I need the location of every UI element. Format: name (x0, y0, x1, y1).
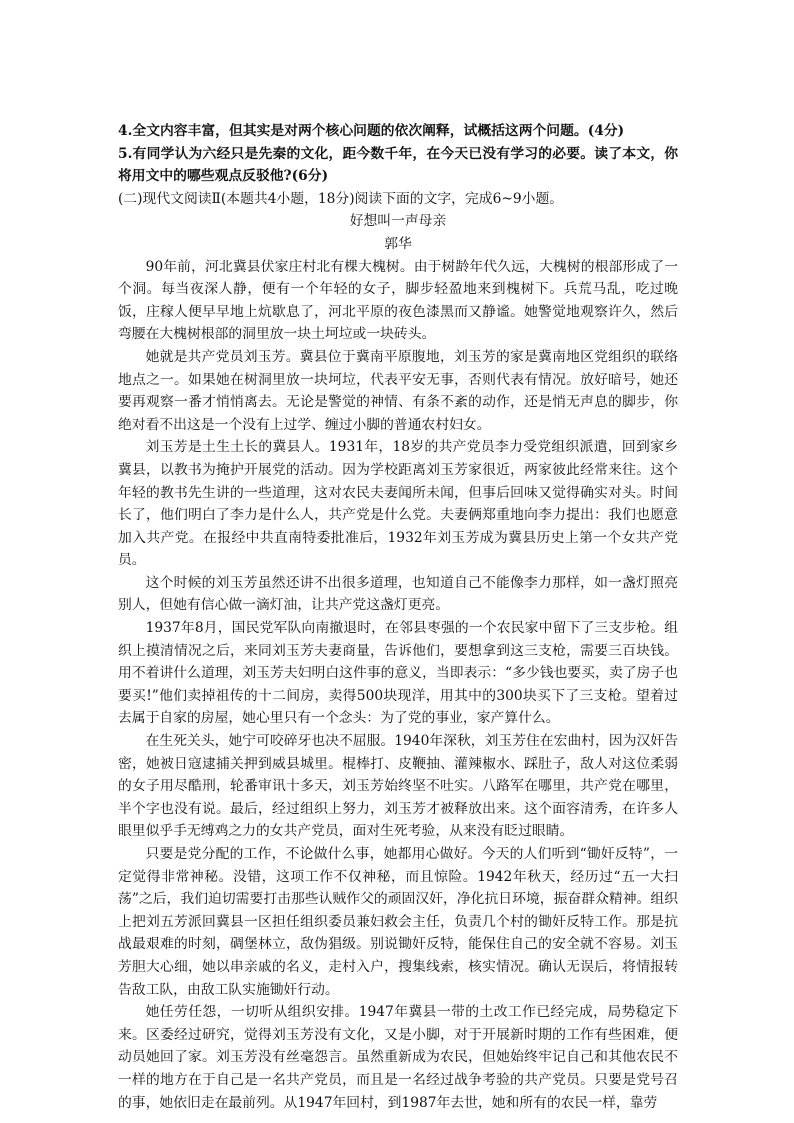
article-author: 郭华 (384, 235, 412, 252)
question-5: 5.有同学认为六经只是先秦的文化，距今数千年，在今天已没有学习的必要。读了本文，你将用文中的哪些观点反驳他?(6分) (118, 145, 678, 185)
article-title: 好想叫一声母亲 (349, 213, 447, 230)
question-4: 4.全文内容丰富，但其实是对两个核心问题的依次阐释，试概括这两个问题。(4分) (118, 123, 625, 139)
paragraph-6: 在生死关头，她宁可咬碎牙也决不屈服。1940年深秋，刘玉芳住在宏曲村，因为汉奸告密，她被日寇逮捕关押到威县城里。棍棒打、皮鞭抽、灌辣椒水、踩肚子，敌人对这位柔弱的女子用尽酷刑，轮番审讯十多天，刘玉芳始终坚不吐实。八路军在哪里，共产党在哪里，半个字也没有说。最后，经过组织上努力，刘玉芳才被释放出来。这个面容清秀，在许多人眼里似乎手无缚鸡之力的女共产党员，面对生死考验，从来没有眨过眼睛。 (118, 733, 678, 840)
paragraph-2: 她就是共产党员刘玉芳。冀县位于冀南平原腹地，刘玉芳的家是冀南地区党组织的联络地点之一。如果她在树洞里放一块坷垃，代表平安无事，否则代表有情况。放好暗号，她还要再观察一番才悄悄离去。无论是警觉的神情、有条不紊的动作，还是悄无声息的脚步，你绝对看不出这是一个没有上过学、缠过小脚的普通农村妇女。 (118, 348, 678, 433)
paragraph-3: 刘玉芳是土生土长的冀县人。1931年，18岁的共产党员李力受党组织派遣，回到家乡冀县，以教书为掩护开展党的活动。因为学校距离刘玉芳家很近，两家彼此经常来往。这个年轻的教书先生讲的一些道理，这对农民夫妻闻所未闻，但事后回味又觉得确实对头。时间长了，他们明白了李力是什么人，共产党是什么党。夫妻俩郑重地向李力提出：我们也愿意加入共产党。在报经中共直南特委批准后，1932年刘玉芳成为冀县历史上第一个女共产党员。 (118, 439, 678, 569)
paragraph-4: 这个时候的刘玉芳虽然还讲不出很多道理，也知道自己不能像李力那样，如一盏灯照亮别人，但她有信心做一滴灯油，让共产党这盏灯更亮。 (118, 574, 678, 614)
document-page (118, 120, 678, 1114)
paragraph-8: 她任劳任怨，一切听从组织安排。1947年冀县一带的土改工作已经完成，局势稳定下来。区委经过研究，觉得刘玉芳没有文化，又是小脚，对于开展新时期的工作有些困难，便动员她回了家。刘玉芳没有丝毫怨言。虽然重新成为农民，但她始终牢记自己和其他农民不一样的地方在于自己是一名共产党员，而且是一名经过战争考验的共产党员。只要是党号召的事，她依旧走在最前列。从1947年回村，到1987年去世，她和所有的农民一样，靠劳 (118, 1004, 678, 1111)
paragraph-7: 只要是党分配的工作，不论做什么事，她都用心做好。今天的人们听到“锄奸反特”，一定觉得非常神秘。没错，这项工作不仅神秘，而且惊险。1942年秋天，经历过“五一大扫荡”之后，我们迫切需要打击那些认贼作父的顽固汉奸，净化抗日环境，振奋群众精神。组织上把刘五芳派回冀县一区担任组织委员兼妇救会主任，负责几个村的锄奸反特工作。那是抗战最艰难的时刻，碉堡林立，敌伪猖级。别说锄奸反特，能保住自己的安全就不容易。刘玉芳胆大心细，她以串亲戚的名义，走村入户，搜集线索，核实情况。确认无误后，将情报转告敌工队，由敌工队实施锄奸行动。 (118, 846, 678, 998)
paragraph-5: 1937年8月，国民党军队向南撤退时，在邻县枣强的一个农民家中留下了三支步枪。组织上摸清情况之后，来同刘玉芳夫妻商量，告诉他们，要想拿到这三支枪，需要三百块钱。用不着讲什么道理，刘玉芳夫妇明白这件事的意义，当即表示：“多少钱也要买，卖了房子也要买!”他们卖掉祖传的十二间房，卖得500块现洋，用其中的300块买下了三支枪。望着过去属于自家的房屋，她心里只有一个念头：为了党的事业，家产算什么。 (118, 620, 678, 727)
section-heading: (二)现代文阅读Ⅱ(本题共4小题，18分)阅读下面的文字，完成6~9小题。 (118, 190, 564, 207)
paragraph-1: 90年前，河北冀县伏家庄村北有棵大槐树。由于树龄年代久远，大槐树的根部形成了一个洞。每当夜深人静，便有一个年轻的女子，脚步轻盈地来到槐树下。兵荒马乱，吃过晚饭，庄稼人便早早地上炕歇息了，河北平原的夜色漆黑而又静谧。她警觉地观察许久，然后弯腰在大槐树根部的洞里放一块土坷垃或一块砖头。 (118, 258, 678, 343)
